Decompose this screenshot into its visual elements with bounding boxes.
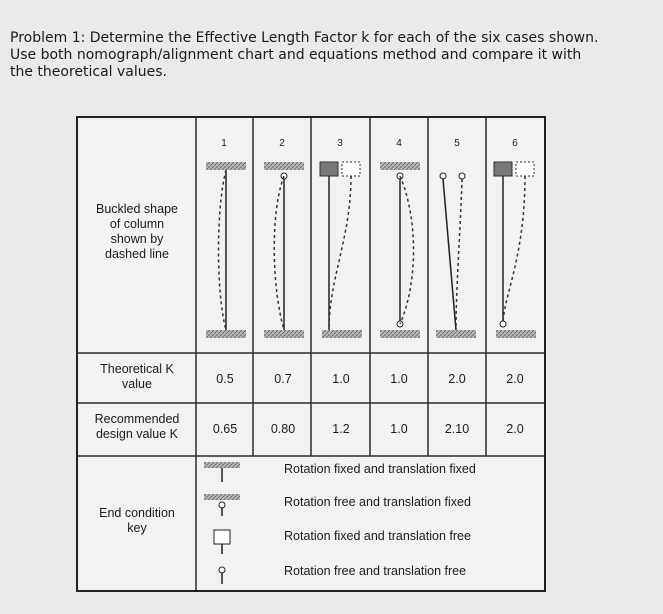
recommended-k-label: Recommended design value K <box>94 412 180 441</box>
column-number-2: 2 <box>279 138 285 149</box>
key-item-3: Rotation fixed and translation free <box>284 529 471 543</box>
recommended-value-2: 0.80 <box>270 422 296 436</box>
column-4-drawing <box>380 162 420 338</box>
theoretical-value-2: 0.7 <box>274 372 292 386</box>
recommended-value-4: 1.0 <box>390 422 408 436</box>
column-3-drawing <box>320 162 362 338</box>
column-5-drawing <box>436 173 476 338</box>
theoretical-value-5: 2.0 <box>448 372 466 386</box>
column-1-drawing <box>206 162 246 338</box>
column-number-4: 4 <box>396 138 402 149</box>
buckled-shape-label: Buckled shape of column shown by dashed line <box>95 202 178 261</box>
theoretical-value-6: 2.0 <box>506 372 524 386</box>
column-number-3: 3 <box>337 138 343 149</box>
column-2-drawing <box>264 162 304 338</box>
recommended-value-6: 2.0 <box>506 422 524 436</box>
recommended-value-1: 0.65 <box>212 422 238 436</box>
key-symbol-free-free <box>219 567 225 584</box>
key-symbol-fixed-fixed <box>204 462 240 482</box>
recommended-value-5: 2.10 <box>444 422 470 436</box>
end-condition-label: End condition key <box>99 506 175 535</box>
recommended-value-3: 1.2 <box>332 422 350 436</box>
column-number-6: 6 <box>512 138 518 149</box>
problem-line-1: Problem 1: Determine the Effective Length Factor k for each of the six cases shown. <box>10 30 599 46</box>
key-item-1: Rotation fixed and translation fixed <box>284 462 476 476</box>
column-number-1: 1 <box>221 138 227 149</box>
key-symbol-free-fixed <box>204 494 240 516</box>
column-6-drawing <box>494 162 536 338</box>
key-item-2: Rotation free and translation fixed <box>284 495 471 509</box>
theoretical-value-1: 0.5 <box>216 372 234 386</box>
theoretical-value-4: 1.0 <box>390 372 408 386</box>
column-number-5: 5 <box>454 138 460 149</box>
theoretical-value-3: 1.0 <box>332 372 350 386</box>
problem-statement <box>10 30 650 81</box>
problem-line-3: the theoretical values. <box>10 64 168 80</box>
key-symbol-fixed-free <box>214 530 230 554</box>
theoretical-k-label: Theoretical K value <box>100 362 174 391</box>
key-item-4: Rotation free and translation free <box>284 564 467 578</box>
problem-line-2: Use both nomograph/alignment chart and equations method and compare it with <box>10 47 582 63</box>
effective-length-table <box>76 116 546 592</box>
